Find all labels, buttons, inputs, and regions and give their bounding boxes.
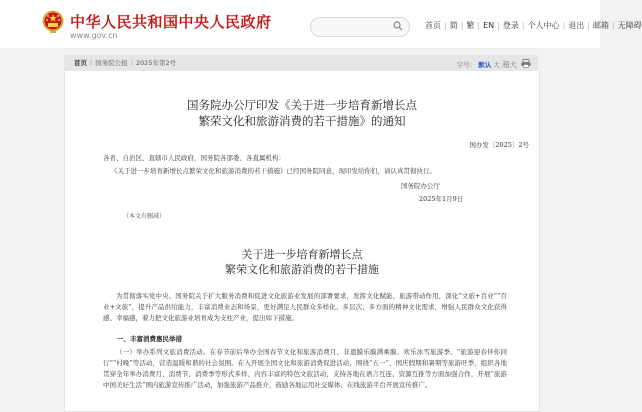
- nav-logout[interactable]: 退出: [568, 21, 585, 30]
- breadcrumb: 首页 | 国务院公报 | 2025年第2号: [64, 55, 538, 71]
- font-size-label: 字号：: [456, 61, 477, 69]
- national-emblem-icon[interactable]: [42, 10, 64, 34]
- nav-login[interactable]: 登录: [502, 21, 519, 30]
- site-header: [0, 0, 642, 48]
- nav-english[interactable]: EN: [483, 21, 495, 30]
- font-size-xlarge[interactable]: 超大: [502, 60, 517, 69]
- breadcrumb-issue[interactable]: 2025年第2号: [135, 59, 177, 67]
- preamble-paragraph: 为贯彻落实党中央、国务院关于扩大服务消费和促进文化旅游业发展的部署要求，发挥文化赋能、旅游带动作用，深化“文旅+百业”“百业+文旅”，提升产品供给能力，丰富消费业态和场景，更好满足人民群众多样化、多层次、多方面的精神文化需求，增强人民群众文化获得感、幸福感，着力把文化旅游业培育成为支柱产业，提出如下措施。: [103, 292, 507, 322]
- nav-traditional[interactable]: 繁: [466, 21, 475, 30]
- doc-title-line2: 繁荣文化和旅游消费的若干措施》的通知: [198, 114, 406, 128]
- doc-number: 国办发〔2025〕2号: [469, 141, 529, 149]
- nav-personal-center[interactable]: 个人中心: [527, 21, 560, 30]
- nav-home[interactable]: 首页: [425, 21, 441, 30]
- measure-paragraph-1: （一）举办系列文旅消费活动。在春节前后举办全国春节文化和旅游消费月、非遗膜乐膜满乘膜、欢乐冰雪旅游季、“旅游迎春伴你同行”“村晚”等活动，营造温暖和谐的社会氛围。在入开展全国文化和旅游消费促进活动，围绕“五一”、国庆假期和暑期等旅游旺季，组织各地贯穿全年举办消费月、消费节、消费季等形式多样、内容丰富的特色文旅活动，支持各地在语言互连、资源互推等方面加强合作，开展“旅游中国美好生活”国内旅游宣传推广活动，加强旅游产品推介，鼓励各地运用社交媒体、在线旅游平台开展宣传推广。: [103, 348, 507, 389]
- breadcrumb-home[interactable]: 首页: [74, 59, 87, 67]
- nav-mail[interactable]: 邮箱: [592, 21, 609, 30]
- font-size-default[interactable]: 默认: [478, 61, 492, 69]
- search-input[interactable]: [310, 17, 410, 37]
- site-url: www.gov.cn: [70, 31, 118, 40]
- font-size-control: [457, 59, 517, 70]
- print-icon[interactable]: [521, 59, 531, 68]
- font-size-large[interactable]: 大: [493, 61, 500, 69]
- doc-title-line1: 国务院办公厅印发《关于进一步培育新增长点: [187, 98, 417, 112]
- search-icon[interactable]: [393, 21, 403, 31]
- nav-accessibility[interactable]: 无障碍: [617, 21, 642, 30]
- addressee: 各省、自治区、直辖市人民政府，国务院各部委、各直属机构：: [103, 154, 285, 162]
- breadcrumb-gazette[interactable]: 国务院公报: [95, 59, 128, 67]
- issuer: 国务院办公厅: [401, 182, 440, 190]
- top-nav: 首页 | 简 | 繁 | EN | 登录 | 个人中心 | 退出 | 邮箱 | 无障碍: [425, 21, 642, 30]
- intro-paragraph: 《关于进一步培育新增长点繁荣文化和旅游消费的若干措施》已经国务院同意，现印发给你们，请认真贯彻执行。: [111, 167, 436, 175]
- issue-date: 2025年1月9日: [419, 195, 464, 203]
- section-heading-1: 一、丰富消费惠民举措: [117, 335, 182, 343]
- site-name[interactable]: 中华人民共和国中央人民政府: [70, 13, 272, 31]
- abridged-note: （本文有删减）: [123, 213, 166, 220]
- nav-simplified[interactable]: 简: [449, 21, 458, 30]
- measures-title-line1: 关于进一步培育新增长点: [241, 248, 363, 261]
- measures-title-line2: 繁荣文化和旅游消费的若干措施: [225, 263, 379, 276]
